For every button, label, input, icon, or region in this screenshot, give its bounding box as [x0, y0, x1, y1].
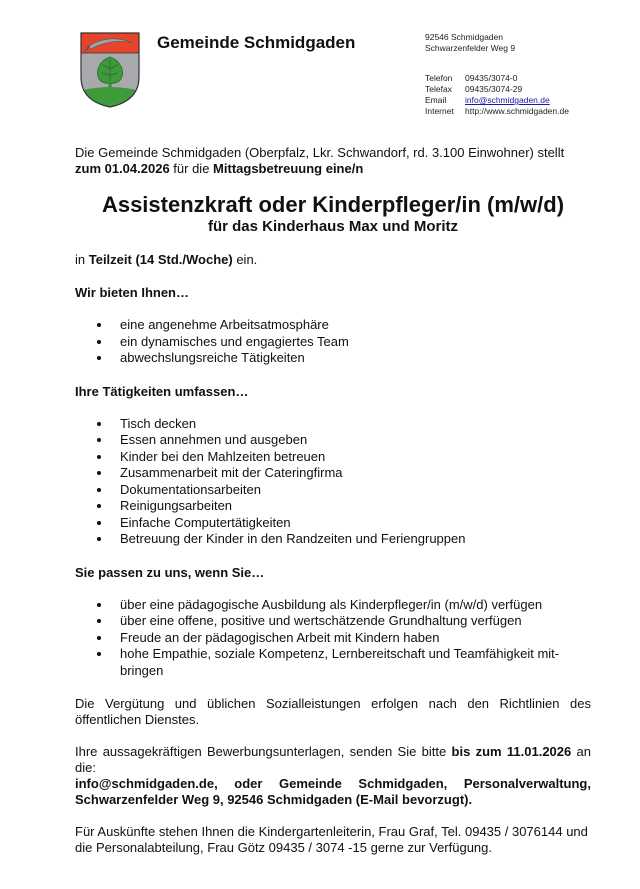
employment-type — [75, 252, 591, 268]
application-deadline: bis zum 11.01.2026 — [451, 744, 572, 759]
contact-label: Telefon — [425, 73, 453, 83]
intro-paragraph — [75, 145, 591, 177]
list-item: hohe Empathie, soziale Kompetenz, Lernbereitschaft und Teamfähigkeit mit-bringen — [95, 646, 591, 679]
organization-name: Gemeinde Schmidgaden — [157, 33, 356, 52]
list-item: Zusammenarbeit mit der Cateringfirma — [95, 465, 591, 482]
list-item: Kinder bei den Mahlzeiten betreuen — [95, 449, 591, 466]
contact-label: Email — [425, 95, 447, 105]
application-contact: info@schmidgaden.de, oder Gemeinde Schmidgaden, Personalverwaltung, Schwarzenfelder Weg 9, 92546 Schmidgaden (E-Mail bevorzugt). — [75, 776, 591, 807]
list-item: Freude an der pädagogischen Arbeit mit Kindern haben — [95, 630, 591, 647]
tasks-list — [75, 416, 591, 548]
contact-label: Internet — [425, 106, 454, 116]
contact-value: 09435/3074-29 — [465, 84, 523, 94]
address-block — [425, 32, 515, 54]
website-url: http://www.schmidgaden.de — [465, 106, 569, 116]
list-item: Einfache Computertätigkeiten — [95, 515, 591, 532]
section-heading-profile: Sie passen zu uns, wenn Sie… — [75, 564, 265, 580]
hours: Teilzeit (14 Std./Woche) — [88, 252, 233, 267]
application-paragraph — [75, 744, 591, 776]
compensation-paragraph: Die Vergütung und üblichen Sozialleistungen erfolgen nach den Richtlinien des öffentlichen Dienstes. — [75, 696, 591, 727]
program-name: Mittagsbetreuung eine/n — [213, 161, 364, 176]
address-line-1: 92546 Schmidgaden — [425, 32, 503, 42]
job-title: Assistenzkraft oder Kinderpfleger/in (m/w/d) — [101, 192, 565, 217]
offer-list — [75, 317, 591, 367]
list-item: eine angenehme Arbeitsatmosphäre — [95, 317, 591, 334]
contact-label: Telefax — [425, 84, 452, 94]
job-posting-body — [75, 145, 591, 856]
contact-row-fax — [425, 84, 569, 95]
list-item: Reinigungsarbeiten — [95, 498, 591, 515]
contact-value: 09435/3074-0 — [465, 73, 518, 83]
profile-list — [75, 597, 591, 680]
intro-text: für die — [169, 161, 214, 176]
list-item: Betreuung der Kinder in den Randzeiten und Feriengruppen — [95, 531, 591, 548]
contact-row-internet — [425, 106, 569, 117]
section-heading-offer: Wir bieten Ihnen… — [75, 285, 189, 300]
text: Ihre aussagekräftigen Bewerbungsunterlagen, senden Sie bitte — [75, 744, 452, 759]
start-date: zum 01.04.2026 — [75, 161, 170, 176]
text: an die: — [75, 744, 591, 775]
list-item: ein dynamisches und engagiertes Team — [95, 334, 591, 351]
section-heading-tasks: Ihre Tätigkeiten umfassen… — [75, 383, 249, 399]
coat-of-arms-icon — [79, 31, 141, 109]
list-item: Essen annehmen und ausgeben — [95, 432, 591, 449]
list-item: über eine offene, positive und wertschätzende Grundhaltung verfügen — [95, 613, 591, 630]
text: in — [75, 252, 89, 267]
contact-row-email — [425, 95, 569, 106]
email-link[interactable]: info@schmidgaden.de — [465, 95, 550, 105]
list-item: Dokumentationsarbeiten — [95, 482, 591, 499]
list-item: über eine pädagogische Ausbildung als Kinderpfleger/in (m/w/d) verfügen — [95, 597, 591, 614]
text: ein. — [232, 252, 258, 267]
list-item: Tisch decken — [95, 416, 591, 433]
intro-text: Die Gemeinde Schmidgaden (Oberpfalz, Lkr. Schwandorf, rd. 3.100 Einwohner) stellt — [75, 145, 565, 160]
contact-row-phone — [425, 73, 569, 84]
address-line-2: Schwarzenfelder Weg 9 — [425, 43, 516, 53]
list-item: abwechslungsreiche Tätigkeiten — [95, 350, 591, 367]
job-subtitle: für das Kinderhaus Max und Moritz — [207, 218, 459, 235]
contact-block — [425, 73, 569, 117]
info-paragraph: Für Auskünfte stehen Ihnen die Kindergartenleiterin, Frau Graf, Tel. 09435 / 3076144 und die Personalabteilung, Frau Götz 09435 / 3074 -15 gerne zur Verfügung. — [75, 824, 588, 855]
